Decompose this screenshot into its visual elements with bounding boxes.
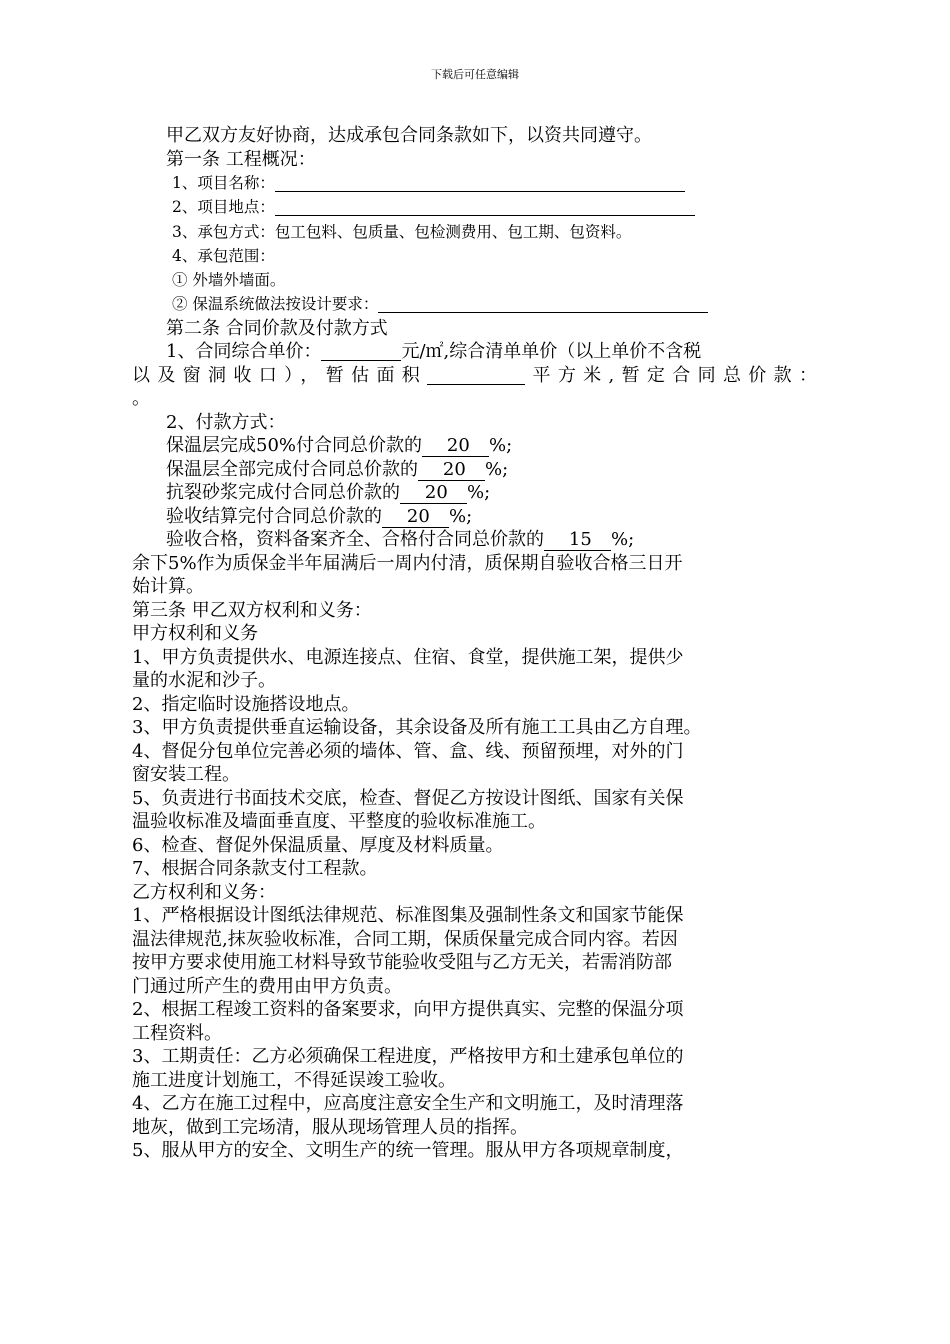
area-blank[interactable]	[427, 366, 525, 385]
payment-item-2-value: 20	[418, 459, 485, 481]
party-a-line: 1、甲方负责提供水、电源连接点、住宿、食堂，提供施工架，提供少	[132, 646, 684, 668]
contract-mode: 3、承包方式：包工包料、包质量、包检测费用、包工期、包资料。	[172, 222, 632, 241]
party-a-title: 甲方权利和义务	[132, 623, 258, 645]
payment-item-3: 抗裂砂浆完成付合同总价款的 20 %;	[166, 482, 491, 504]
party-b-line: 门通过所产生的费用由甲方负责。	[132, 975, 402, 997]
party-a-line: 7、根据合同条款支付工程款。	[132, 858, 378, 880]
payment-item-4-value: 20	[382, 506, 449, 528]
unit-price-blank[interactable]	[321, 342, 401, 361]
area-line-end: 。	[132, 388, 150, 410]
insulation-method-blank[interactable]	[378, 294, 708, 313]
article-3-title: 第三条 甲乙双方权利和义务：	[132, 599, 372, 621]
unit-price-line: 1、合同综合单价： 元/㎡,综合清单单价（以上单价不含税	[166, 341, 702, 363]
scope-item-2	[132, 292, 817, 316]
party-b-line: 按甲方要求使用施工材料导致节能验收受阻与乙方无关，若需消防部	[132, 952, 672, 974]
party-b-line: 3、工期责任：乙方必须确保工程进度，严格按甲方和土建承包单位的	[132, 1046, 684, 1068]
payment-item-5-value: 15	[544, 529, 611, 551]
page-header: 下载后可任意编辑	[431, 68, 519, 81]
party-b-line: 2、根据工程竣工资料的备案要求，向甲方提供真实、完整的保温分项	[132, 999, 684, 1021]
payment-item-1: 保温层完成50%付合同总价款的 20 %;	[166, 435, 513, 457]
project-name-field	[132, 171, 817, 195]
party-b-title: 乙方权利和义务：	[132, 881, 276, 903]
payment-item-5: 验收合格，资料备案齐全、合格付合同总价款的 15 %;	[166, 529, 635, 551]
retention-line-2: 始计算。	[132, 576, 204, 598]
payment-item-2: 保温层全部完成付合同总价款的 20 %;	[166, 458, 509, 480]
party-a-line: 4、督促分包单位完善必须的墙体、管、盒、线、预留预埋，对外的门	[132, 740, 684, 762]
insulation-method-label: ② 保温系统做法按设计要求：	[172, 295, 379, 314]
party-a-line: 3、甲方负责提供垂直运输设备，其余设备及所有施工工具由乙方自理。	[132, 717, 702, 739]
area-line: 以及窗洞收口），暂估面积 平方米,暂定合同总价款：	[132, 364, 817, 386]
contract-scope: 4、承包范围：	[172, 246, 275, 265]
party-b-line: 4、乙方在施工过程中，应高度注意安全生产和文明施工，及时清理落	[132, 1093, 684, 1115]
payment-item-3-value: 20	[400, 482, 467, 504]
project-name-label: 1、项目名称：	[172, 174, 275, 192]
intro-paragraph: 甲乙双方友好协商，达成承包合同条款如下，以资共同遵守。	[166, 125, 652, 146]
party-b-line: 5、服从甲方的安全、文明生产的统一管理。服从甲方各项规章制度，	[132, 1140, 684, 1162]
retention-line-1: 余下5%作为质保金半年届满后一周内付清，质保期自验收合格三日开	[132, 552, 683, 574]
party-a-line: 2、指定临时设施搭设地点。	[132, 693, 360, 715]
party-a-line: 温验收标准及墙面垂直度、平整度的验收标准施工。	[132, 811, 546, 833]
party-a-line: 窗安装工程。	[132, 764, 240, 786]
payment-item-4: 验收结算完付合同总价款的 20 %;	[166, 505, 473, 527]
scope-item-1: ① 外墙外墙面。	[172, 271, 286, 290]
party-a-line: 量的水泥和沙子。	[132, 670, 276, 692]
party-b-line: 工程资料。	[132, 1022, 222, 1044]
party-b-line: 温法律规范,抹灰验收标准，合同工期，保质保量完成合同内容。若因	[132, 928, 678, 950]
party-b-line: 施工进度计划施工，不得延误竣工验收。	[132, 1069, 456, 1091]
party-b-line: 1、严格根据设计图纸法律规范、标准图集及强制性条文和国家节能保	[132, 905, 684, 927]
project-name-blank[interactable]	[275, 173, 685, 192]
project-site-label: 2、项目地点：	[172, 198, 275, 217]
project-site-field	[132, 195, 817, 219]
payment-method-title: 2、付款方式：	[166, 411, 286, 433]
party-a-line: 6、检查、督促外保温质量、厚度及材料质量。	[132, 834, 504, 856]
contract-body	[132, 124, 817, 1163]
article-2-title: 第二条 合同价款及付款方式	[166, 317, 388, 339]
project-site-blank[interactable]	[275, 197, 695, 216]
party-a-line: 5、负责进行书面技术交底，检查、督促乙方按设计图纸、国家有关保	[132, 787, 684, 809]
article-1-title: 第一条 工程概况：	[166, 148, 316, 170]
party-b-line: 地灰，做到工完场清，服从现场管理人员的指挥。	[132, 1116, 528, 1138]
payment-item-1-value: 20	[422, 435, 489, 457]
